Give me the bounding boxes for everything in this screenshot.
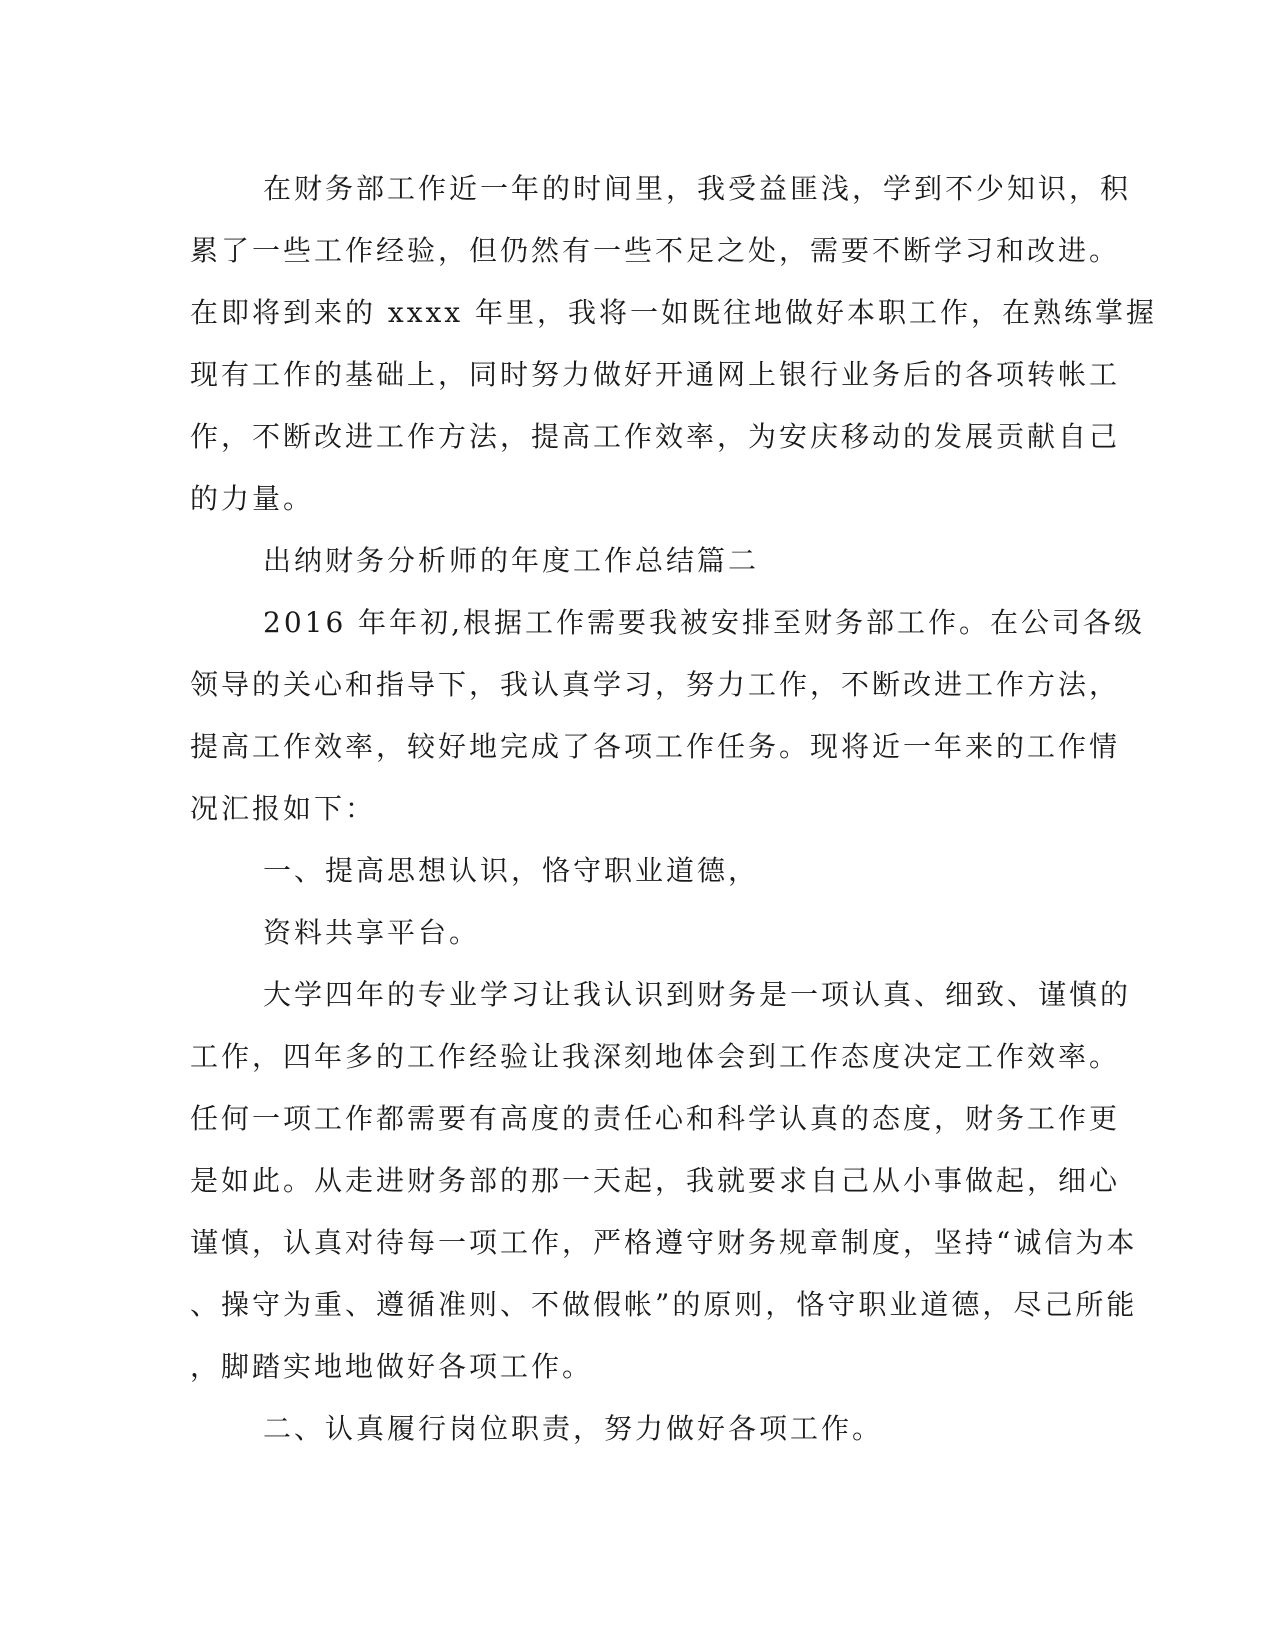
subsection-heading: 一、提高思想认识，恪守职业道德，	[263, 854, 760, 887]
paragraph-line: 提高工作效率，较好地完成了各项工作任务。现将近一年来的工作情	[190, 730, 1121, 763]
paragraph-line: 2016 年年初,根据工作需要我被安排至财务部工作。在公司各级	[263, 606, 1146, 639]
paragraph-line: 资料共享平台。	[263, 916, 481, 949]
paragraph-line: 现有工作的基础上，同时努力做好开通网上银行业务后的各项转帐工	[190, 358, 1121, 391]
paragraph-line: 的力量。	[190, 482, 315, 515]
paragraph-line: 谨慎，认真对待每一项工作，严格遵守财务规章制度，坚持“诚信为本	[190, 1226, 1138, 1259]
section-heading: 出纳财务分析师的年度工作总结篇二	[263, 544, 760, 577]
paragraph-line: 在即将到来的 xxxx 年里，我将一如既往地做好本职工作，在熟练掌握	[190, 296, 1157, 329]
paragraph-line: 况汇报如下：	[190, 792, 377, 825]
paragraph-line: 作，不断改进工作方法，提高工作效率，为安庆移动的发展贡献自己	[190, 420, 1121, 453]
paragraph-line: 是如此。从走进财务部的那一天起，我就要求自己从小事做起，细心	[190, 1164, 1121, 1197]
paragraph-line: 大学四年的专业学习让我认识到财务是一项认真、细致、谨慎的	[263, 978, 1132, 1011]
paragraph-line: 任何一项工作都需要有高度的责任心和科学认真的态度，财务工作更	[190, 1102, 1121, 1135]
paragraph-line: 领导的关心和指导下，我认真学习，努力工作，不断改进工作方法，	[190, 668, 1121, 701]
paragraph-line: 累了一些工作经验，但仍然有一些不足之处，需要不断学习和改进。	[190, 234, 1121, 267]
paragraph-line: 工作，四年多的工作经验让我深刻地体会到工作态度决定工作效率。	[190, 1040, 1121, 1073]
paragraph-line: 、操守为重、遵循准则、不做假帐”的原则，恪守职业道德，尽己所能	[190, 1288, 1138, 1321]
paragraph-line: ，脚踏实地地做好各项工作。	[190, 1350, 594, 1383]
subsection-heading: 二、认真履行岗位职责，努力做好各项工作。	[263, 1412, 884, 1445]
paragraph-line: 在财务部工作近一年的时间里，我受益匪浅，学到不少知识，积	[263, 172, 1132, 205]
document-body	[190, 158, 1157, 1460]
